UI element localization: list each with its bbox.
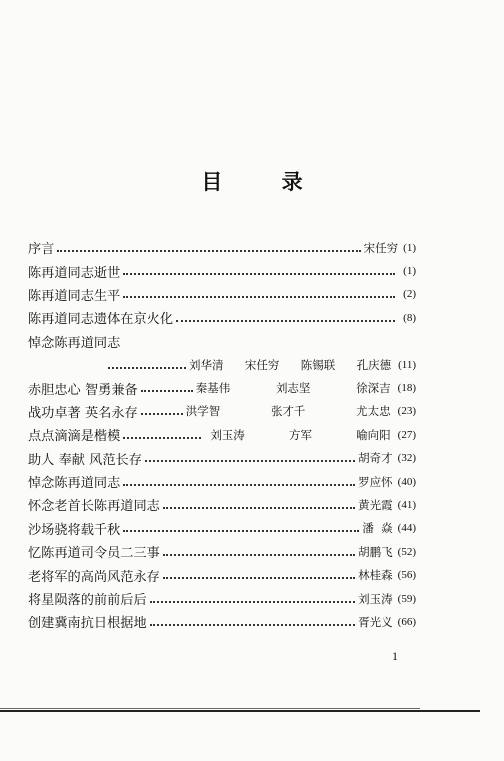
entry-page: (41) — [397, 498, 416, 511]
page-title: 目 录 — [201, 170, 329, 194]
entry-author: 尤太忠 — [356, 404, 391, 419]
dot-leader — [176, 320, 395, 322]
entry-authors — [204, 427, 392, 443]
entry-title: 悼念陈再道同志 — [28, 476, 121, 492]
entry-page: (18) — [397, 382, 416, 395]
dot-leader — [145, 460, 355, 462]
entry-page: (1) — [403, 265, 416, 278]
entry-title: 陈再道同志逝世 — [28, 265, 121, 281]
entry-title: 老将军的高尚风范永存 — [28, 569, 160, 585]
entry-author: 黄光霞 — [358, 497, 393, 512]
dot-leader — [123, 530, 359, 532]
entry-title: 创建冀南抗日根据地 — [28, 616, 147, 632]
toc-entry[interactable] — [28, 376, 416, 399]
dot-leader — [163, 554, 355, 556]
dot-leader — [123, 437, 201, 439]
entry-page: (23) — [397, 405, 416, 418]
entry-page: (52) — [397, 545, 416, 558]
table-of-contents — [28, 236, 416, 634]
page-number: 1 — [392, 649, 398, 663]
entry-author: 秦基伟 — [195, 381, 231, 396]
entry-author: 刘玉涛 — [358, 591, 393, 606]
toc-entry[interactable] — [28, 587, 416, 610]
entry-author: 宋任穷 — [363, 240, 399, 255]
entry-title: 悼念陈再道同志 — [28, 335, 121, 351]
entry-author: 刘玉涛 — [210, 427, 245, 442]
entry-authors — [189, 357, 393, 373]
toc-entry[interactable] — [28, 330, 416, 353]
entry-author: 罗应怀 — [358, 474, 393, 489]
entry-page: (44) — [397, 522, 416, 535]
entry-title: 将星陨落的前前后后 — [28, 593, 147, 609]
toc-entry[interactable] — [28, 423, 416, 446]
entry-title: 赤胆忠心 智勇兼备 — [28, 382, 138, 398]
toc-entry[interactable] — [28, 517, 416, 540]
entry-author: 孔庆德 — [356, 357, 392, 372]
entry-author: 潘 焱 — [362, 521, 393, 536]
toc-entry[interactable] — [28, 236, 416, 259]
entry-page: (40) — [397, 475, 416, 488]
entry-title: 怀念老首长陈再道同志 — [28, 499, 160, 515]
entry-author: 张才千 — [270, 404, 306, 419]
dot-leader — [123, 296, 395, 298]
entry-author: 刘华清 — [189, 357, 224, 372]
entry-author: 洪学智 — [185, 404, 221, 419]
entry-title: 陈再道同志遗体在京火化 — [28, 312, 174, 328]
scan-edge-line — [0, 708, 420, 709]
entry-title: 战功卓著 英名永存 — [28, 405, 138, 421]
dot-leader — [150, 624, 355, 626]
dot-leader — [141, 413, 183, 415]
entry-author: 喻向阳 — [356, 427, 391, 442]
entry-author: 胡鹏飞 — [358, 544, 393, 559]
dot-leader — [150, 601, 355, 603]
entry-authors — [196, 380, 393, 396]
toc-entry[interactable] — [28, 610, 416, 633]
entry-author: 刘志坚 — [275, 381, 311, 396]
toc-entry[interactable] — [28, 493, 416, 516]
entry-page: (32) — [397, 452, 416, 465]
entry-author: 宋任穷 — [244, 357, 280, 372]
entry-authors — [186, 403, 393, 419]
toc-entry[interactable] — [28, 470, 416, 493]
entry-page: (59) — [397, 592, 416, 605]
toc-entry-continuation[interactable] — [28, 353, 416, 376]
entry-page: (66) — [397, 615, 416, 628]
dot-leader — [163, 507, 355, 509]
entry-page: (8) — [403, 311, 416, 324]
entry-title: 点点滴滴是楷模 — [28, 429, 121, 445]
toc-entry[interactable] — [28, 306, 416, 329]
dot-leader — [123, 273, 395, 275]
toc-entry[interactable] — [28, 283, 416, 306]
entry-title: 陈再道同志生平 — [28, 288, 121, 304]
entry-title: 沙场骁将载千秋 — [28, 522, 121, 538]
entry-author: 方军 — [288, 427, 312, 442]
entry-title: 助人 奉献 风范长存 — [28, 452, 142, 468]
entry-page: (2) — [403, 288, 416, 301]
entry-author: 徐深吉 — [356, 381, 391, 396]
entry-author: 胥光义 — [358, 614, 393, 629]
toc-entry[interactable] — [28, 259, 416, 282]
entry-page: (1) — [403, 241, 416, 254]
entry-author: 林桂森 — [358, 568, 393, 583]
entry-title: 序言 — [28, 242, 55, 258]
entry-page: (56) — [397, 569, 416, 582]
entry-page: (27) — [397, 428, 416, 441]
toc-entry[interactable] — [28, 447, 416, 470]
entry-author: 陈锡联 — [300, 357, 336, 372]
bottom-rule — [0, 710, 480, 712]
dot-leader — [163, 577, 355, 579]
toc-entry[interactable] — [28, 563, 416, 586]
toc-entry[interactable] — [28, 400, 416, 423]
dot-leader — [123, 484, 355, 486]
toc-entry[interactable] — [28, 540, 416, 563]
dot-leader — [57, 250, 360, 252]
dot-leader — [141, 390, 193, 392]
dot-leader — [108, 367, 186, 369]
entry-page: (11) — [398, 358, 416, 371]
entry-author: 胡奇才 — [358, 451, 393, 466]
entry-title: 忆陈再道司令员二三事 — [28, 546, 160, 562]
